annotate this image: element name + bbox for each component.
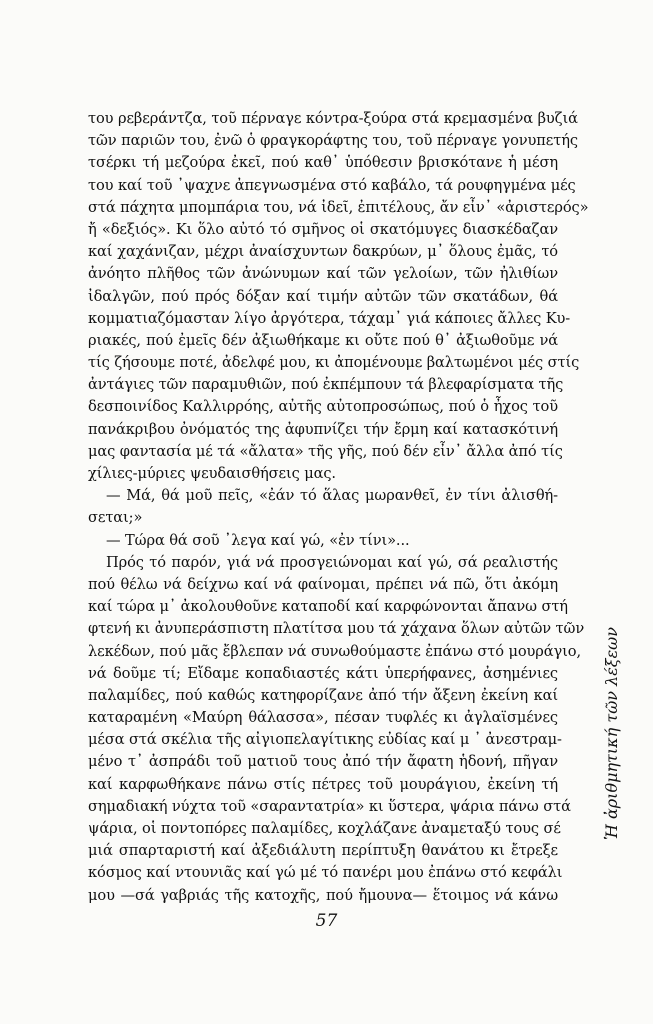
text-line: του καί τοῦ ᾽ψαχνε ἀπεγνωσμένα στό καβάλο, τά ρουφηγμένα μές — [88, 176, 576, 194]
text-line: κομματιαζόμασταν λίγο ἀργότερα, τάχαμ᾽ γιά κάποιες ἄλλες Κυ- — [88, 309, 571, 327]
text-line: — Μά, θά μοῦ πεῖς, «ἐάν τό ἅλας μωρανθεῖ, ἐν τίνι ἀλισθή- — [106, 487, 558, 505]
text-line: Πρός τό παρόν, γιά νά προσγειώνομαι καί γώ, σά ρεαλιστής — [106, 553, 558, 571]
text-line: ψάρια, οἱ ποντοπόρες παλαμίδες, κοχλάζανε ἀναμεταξύ τους σέ — [88, 820, 561, 837]
text-line: σεται;» — [88, 509, 143, 527]
text-line: ἤ «δεξιός». Κι ὅλο αὐτό τό σμῆνος οἱ σκατόμυγες διασκέδαζαν — [88, 220, 558, 238]
text-line: παλαμίδες, πού καθώς κατηφορίζανε ἀπό τήν ἄξενη ἐκείνη καί — [88, 686, 558, 704]
text-line: μου —σά γαβριάς τῆς κατοχῆς, πού ἤμουνα— ἕτοιμος νά κάνω — [88, 886, 558, 904]
text-line: καί χαχάνιζαν, μέχρι ἀναίσχυντων δακρύων, μ᾽ ὅλους ἐμᾶς, τό — [88, 243, 558, 261]
text-line: καταραμένη «Μαύρη θάλασσα», πέσαν τυφλές κι ἀγλαϊσμένες — [88, 709, 558, 727]
text-line: τίς ζήσουμε ποτέ, ἀδελφέ μου, κι ἀπομένουμε βαλτωμένοι μές στίς — [88, 354, 580, 372]
text-line: μιά σπαρταριστή καί ἀξεδιάλυτη περίπτυξη θανάτου κι ἔτρεξε — [88, 842, 558, 860]
text-line: μέσα στά σκέλια τῆς αἰγιοπελαγίτικης εὐδίας καί μ ᾽ ἀνεστραμ- — [88, 731, 562, 749]
text-line: ἰδαλγῶν, πού πρός δόξαν καί τιμήν αὐτῶν τῶν σκατάδων, θά — [88, 287, 558, 305]
text-line: τσέρκι τή μεζούρα ἐκεῖ, πού καθ᾽ ὑπόθεσιν βρισκότανε ἡ μέση — [88, 154, 558, 172]
text-line: ἀνόητο πλῆθος τῶν ἀνώνυμων καί τῶν γελοίων, τῶν ἠλιθίων — [88, 265, 558, 283]
text-line: τῶν παριῶν του, ἐνῶ ὁ φραγκοράφτης του, τοῦ πέρναγε γονυπετής — [88, 132, 578, 150]
text-line: μας φαντασία μέ τά «ἄλατα» τῆς γῆς, πού δέν εἶν᾽ ἄλλα ἀπό τίς — [88, 442, 563, 460]
text-line: καί καρφωθήκανε πάνω στίς πέτρες τοῦ μουράγιου, ἐκείνη τή — [88, 775, 558, 793]
text-line: καί τώρα μ᾽ ἀκολουθοῦνε καταποδί καί καρφώνονται ἄπανω στή — [88, 598, 568, 616]
text-line: πού θέλω νά δείχνω καί νά φαίνομαι, πρέπει νά πῶ, ὅτι ἀκόμη — [88, 575, 558, 593]
text-line: ἀντάγιες τῶν παραμυθιῶν, πού ἐκπέμπουν τά βλεφαρίσματα τῆς — [88, 376, 564, 394]
text-line: του ρεβεράντζα, τοῦ πέρναγε κόντρα-ξούρα στά κρεμασμένα βυζιά — [88, 110, 578, 127]
text-line: λεκέδων, πού μᾶς ἔβλεπαν νά συνωθούμαστε ἐπάνω στό μουράγιο, — [88, 642, 581, 660]
running-head-title: Ἡ ἀριθμητική τῶν λέξεων — [602, 627, 621, 840]
text-line: νά δοῦμε τί; Εἴδαμε κοπαδιαστές κάτι ὑπερήφανες, ἀσημένιες — [88, 664, 558, 682]
text-line: — Τώρα θά σοῦ ᾽λεγα καί γώ, «ἐν τίνι»... — [106, 531, 410, 549]
text-line: κόσμος καί ντουνιᾶς καί γώ μέ τό πανέρι μου ἐπάνω στό κεφάλι — [88, 864, 563, 882]
text-line: δεσποινίδος Καλλιρρόης, αὐτῆς αὐτοπροσώπως, πού ὁ ἦχος τοῦ — [88, 398, 558, 416]
text-line: πανάκριβου ὀνόματός της ἀφυπνίζει τήν ἔρμη καί κατασκότινή — [88, 420, 558, 438]
text-line: ριακές, πού ἐμεῖς δέν ἀξιωθήκαμε κι οὔτε πού θ᾽ ἀξιωθοῦμε νά — [88, 331, 558, 349]
text-line: σημαδιακή νύχτα τοῦ «σαραντατρία» κι ὕστερα, ψάρια πάνω στά — [88, 797, 571, 815]
text-line: μένο τ᾽ ἀσπράδι τοῦ ματιοῦ τους ἀπό τήν ἄφατη ἡδονή, πῆγαν — [88, 753, 558, 771]
text-line: χίλιες-μύριες ψευδαισθήσεις μας. — [88, 465, 336, 482]
text-line: στά πάχητα μπομπάρια του, νά ἰδεῖ, ἐπιτέλους, ἄν εἶν᾽ «ἀριστερός» — [88, 198, 589, 216]
page-number: 57 — [315, 911, 338, 931]
text-line: φτενή κι ἀνυπεράσπιστη πλατίτσα μου τά χάχανα ὅλων αὐτῶν τῶν — [88, 620, 585, 638]
body-text — [88, 108, 589, 907]
